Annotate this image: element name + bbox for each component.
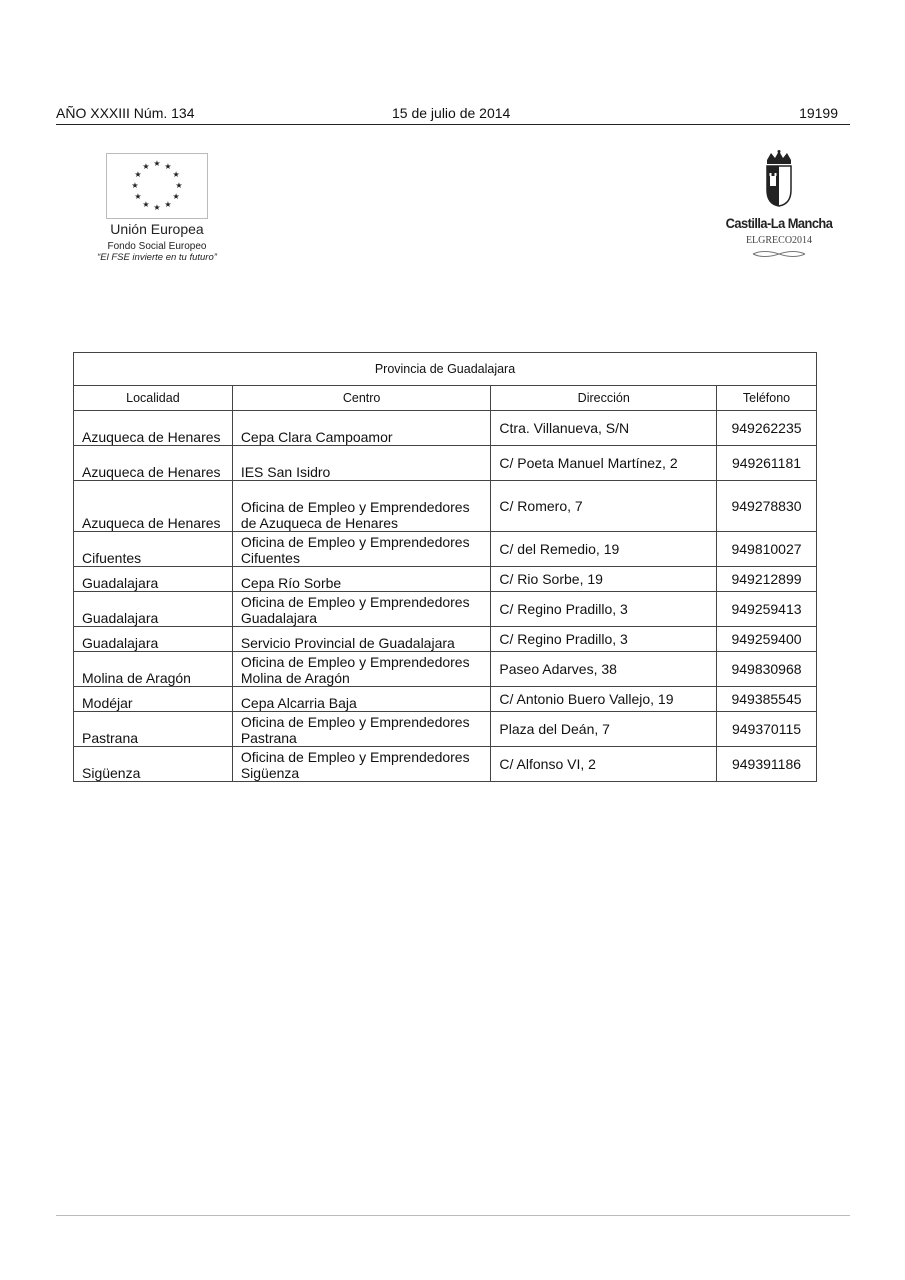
cell-centro: Oficina de Empleo y Emprendedores Pastrana — [232, 712, 491, 747]
cell-localidad: Pastrana — [74, 712, 233, 747]
cell-direccion: C/ Alfonso VI, 2 — [491, 747, 717, 782]
cell-localidad: Guadalajara — [74, 592, 233, 627]
cell-centro: Oficina de Empleo y Emprendedores de Azuqueca de Henares — [232, 481, 491, 532]
table-header-row — [74, 386, 817, 411]
province-title: Provincia de Guadalajara — [74, 353, 817, 386]
eu-star-icon: ★ — [164, 161, 172, 171]
cell-localidad: Azuqueca de Henares — [74, 411, 233, 446]
cell-centro: Oficina de Empleo y Emprendedores Molina de Aragón — [232, 652, 491, 687]
cell-direccion: Plaza del Deán, 7 — [491, 712, 717, 747]
cell-direccion: C/ Regino Pradillo, 3 — [491, 592, 717, 627]
cell-direccion: C/ del Remedio, 19 — [491, 532, 717, 567]
eu-flag-icon — [106, 153, 208, 219]
eu-fund: Fondo Social Europeo — [107, 241, 207, 252]
issue-number: AÑO XXXIII Núm. 134 — [56, 105, 195, 121]
cell-direccion: C/ Romero, 7 — [491, 481, 717, 532]
table-row — [74, 652, 817, 687]
table-row — [74, 687, 817, 712]
cell-direccion: C/ Rio Sorbe, 19 — [491, 567, 717, 592]
table-row — [74, 592, 817, 627]
col-header: Centro — [232, 386, 491, 411]
centers-table — [73, 352, 817, 782]
cell-telefono: 949370115 — [717, 712, 817, 747]
eu-name: Unión Europea — [110, 221, 204, 237]
eu-star-icon: ★ — [164, 200, 172, 210]
castilla-la-mancha-logo — [716, 150, 842, 264]
table-row — [74, 532, 817, 567]
cell-localidad: Azuqueca de Henares — [74, 481, 233, 532]
footer-divider — [56, 1215, 850, 1216]
cell-telefono: 949810027 — [717, 532, 817, 567]
page-header — [56, 104, 850, 125]
cell-direccion: C/ Antonio Buero Vallejo, 19 — [491, 687, 717, 712]
cell-centro: Oficina de Empleo y Emprendedores Guadalajara — [232, 592, 491, 627]
table-row — [74, 411, 817, 446]
cell-centro: Oficina de Empleo y Emprendedores Sigüenza — [232, 747, 491, 782]
eu-star-icon: ★ — [142, 161, 150, 171]
eu-star-icon: ★ — [142, 200, 150, 210]
greco-mark: ELGRECO2014 — [745, 235, 813, 246]
col-header: Localidad — [74, 386, 233, 411]
cell-centro: Cepa Río Sorbe — [232, 567, 491, 592]
col-header: Teléfono — [717, 386, 817, 411]
col-header: Dirección — [491, 386, 717, 411]
eu-star-icon: ★ — [172, 170, 180, 179]
table-row — [74, 446, 817, 481]
eu-star-icon: ★ — [134, 170, 142, 179]
cell-centro: Cepa Alcarria Baja — [232, 687, 491, 712]
cell-direccion: Paseo Adarves, 38 — [491, 652, 717, 687]
cell-telefono: 949259400 — [717, 627, 817, 652]
issue-date: 15 de julio de 2014 — [392, 105, 511, 121]
castle-crest-icon — [759, 150, 799, 208]
eu-star-icon: ★ — [134, 192, 142, 201]
cell-telefono: 949278830 — [717, 481, 817, 532]
eu-star-icon: ★ — [172, 192, 180, 201]
cell-localidad: Guadalajara — [74, 567, 233, 592]
cell-direccion: Ctra. Villanueva, S/N — [491, 411, 717, 446]
cell-localidad: Guadalajara — [74, 627, 233, 652]
cell-telefono: 949261181 — [717, 446, 817, 481]
cell-telefono: 949259413 — [717, 592, 817, 627]
cell-centro: IES San Isidro — [232, 446, 491, 481]
cell-localidad: Molina de Aragón — [74, 652, 233, 687]
cell-localidad: Cifuentes — [74, 532, 233, 567]
eu-star-icon: ★ — [153, 159, 161, 168]
table-row — [74, 567, 817, 592]
page-number: 19199 — [799, 105, 838, 121]
cell-centro: Cepa Clara Campoamor — [232, 411, 491, 446]
flourish-icon — [749, 249, 809, 259]
clm-name: Castilla-La Mancha — [725, 215, 833, 231]
table-row — [74, 712, 817, 747]
cell-telefono: 949391186 — [717, 747, 817, 782]
eu-logo — [82, 153, 232, 263]
eu-star-icon: ★ — [153, 203, 161, 212]
cell-localidad: Sigüenza — [74, 747, 233, 782]
eu-star-icon: ★ — [131, 181, 139, 190]
cell-direccion: C/ Regino Pradillo, 3 — [491, 627, 717, 652]
cell-localidad: Modéjar — [74, 687, 233, 712]
table-row — [74, 747, 817, 782]
cell-telefono: 949830968 — [717, 652, 817, 687]
cell-telefono: 949212899 — [717, 567, 817, 592]
cell-centro: Servicio Provincial de Guadalajara — [232, 627, 491, 652]
cell-telefono: 949385545 — [717, 687, 817, 712]
eu-motto: “El FSE invierte en tu futuro” — [97, 252, 217, 263]
table-row — [74, 481, 817, 532]
cell-direccion: C/ Poeta Manuel Martínez, 2 — [491, 446, 717, 481]
eu-star-icon: ★ — [175, 181, 183, 190]
cell-telefono: 949262235 — [717, 411, 817, 446]
cell-localidad: Azuqueca de Henares — [74, 446, 233, 481]
cell-centro: Oficina de Empleo y Emprendedores Cifuentes — [232, 532, 491, 567]
table-row — [74, 627, 817, 652]
